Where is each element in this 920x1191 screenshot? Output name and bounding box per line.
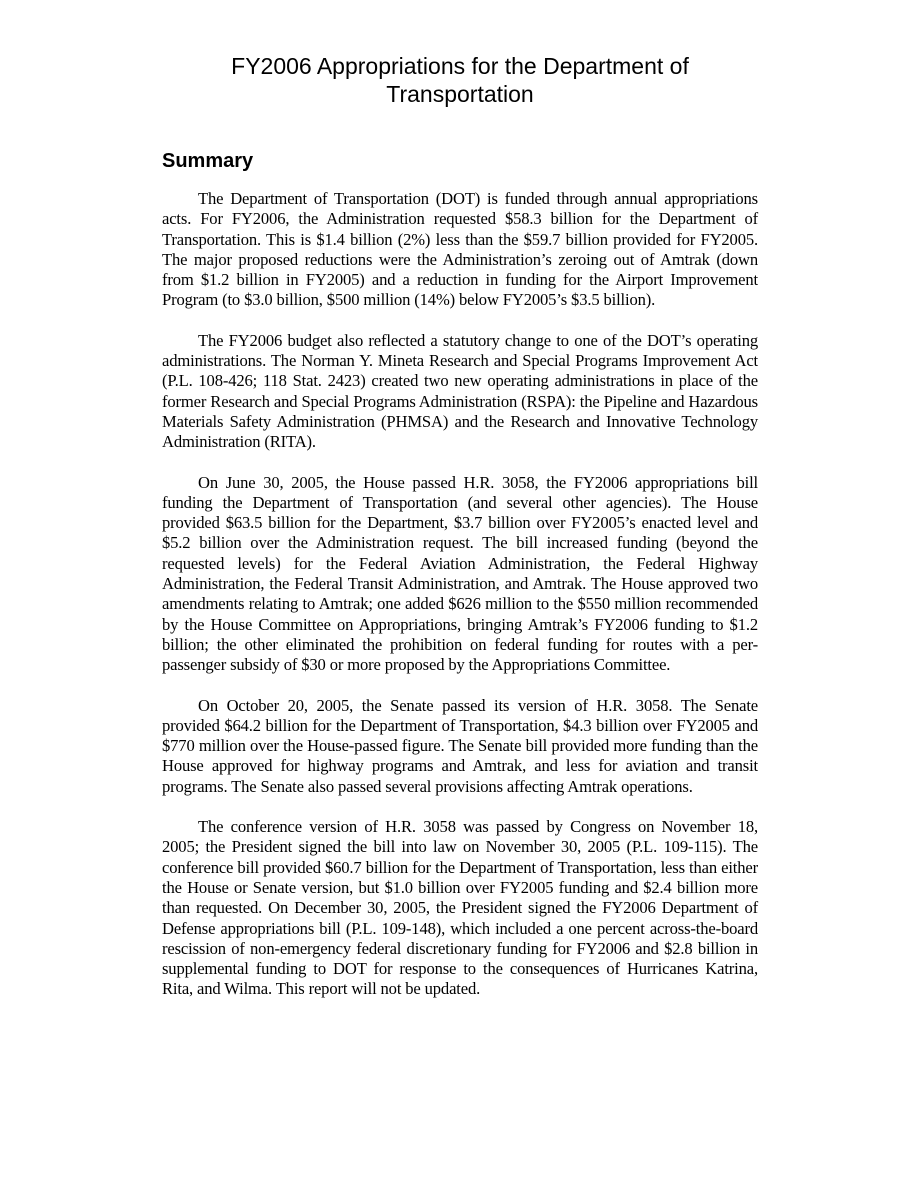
summary-paragraph-5: The conference version of H.R. 3058 was passed by Congress on November 18, 2005; the President signed the bill into law on November 30, 2005 (P.L. 109-115). The conference bill provided $60.7 billion for the Department of Transportation, less than either the House or Senate version, but $1.0 billion over FY2005 funding and $2.4 billion more than requested. On December 30, 2005, the President signed the FY2006 Department of Defense appropriations bill (P.L. 109-148), which included a one percent across-the-board rescission of non-emergency federal discretionary funding for FY2006 and $2.8 billion in supplemental funding to DOT for response to the consequences of Hurricanes Katrina, Rita, and Wilma. This report will not be updated.	[162, 817, 758, 999]
summary-paragraph-4: On October 20, 2005, the Senate passed its version of H.R. 3058. The Senate provided $64.2 billion for the Department of Transportation, $4.3 billion over FY2005 and $770 million over the House-passed figure. The Senate bill provided more funding than the House approved for highway programs and Amtrak, and less for aviation and transit programs. The Senate also passed several provisions affecting Amtrak operations.	[162, 695, 758, 796]
document-page	[162, 52, 758, 1020]
summary-paragraph-3: On June 30, 2005, the House passed H.R. 3058, the FY2006 appropriations bill funding the Department of Transportation (and several other agencies). The House provided $63.5 billion for the Department, $3.7 billion over FY2005’s enacted level and $5.2 billion over the Administration request. The bill increased funding (beyond the requested levels) for the Federal Aviation Administration, the Federal Highway Administration, the Federal Transit Administration, and Amtrak. The House approved two amendments relating to Amtrak; one added $626 million to the $550 million recommended by the House Committee on Appropriations, bringing Amtrak’s FY2006 funding to $1.2 billion; the other eliminated the prohibition on federal funding for routes with a per-passenger subsidy of $30 or more proposed by the Appropriations Committee.	[162, 472, 758, 675]
summary-paragraph-1: The Department of Transportation (DOT) is funded through annual appropriations acts. For FY2006, the Administration requested $58.3 billion for the Department of Transportation. This is $1.4 billion (2%) less than the $59.7 billion provided for FY2005. The major proposed reductions were the Administration’s zeroing out of Amtrak (down from $1.2 billion in FY2005) and a reduction in funding for the Airport Improvement Program (to $3.0 billion, $500 million (14%) below FY2005’s $3.5 billion).	[162, 189, 758, 310]
summary-paragraph-2: The FY2006 budget also reflected a statutory change to one of the DOT’s operating administrations. The Norman Y. Mineta Research and Special Programs Improvement Act (P.L. 108-426; 118 Stat. 2423) created two new operating administrations in place of the former Research and Special Programs Administration (RSPA): the Pipeline and Hazardous Materials Safety Administration (PHMSA) and the Research and Innovative Technology Administration (RITA).	[162, 330, 758, 452]
report-title: FY2006 Appropriations for the Department of Transportation	[231, 53, 689, 107]
summary-body	[162, 189, 758, 1000]
section-heading-summary: Summary	[162, 150, 254, 172]
